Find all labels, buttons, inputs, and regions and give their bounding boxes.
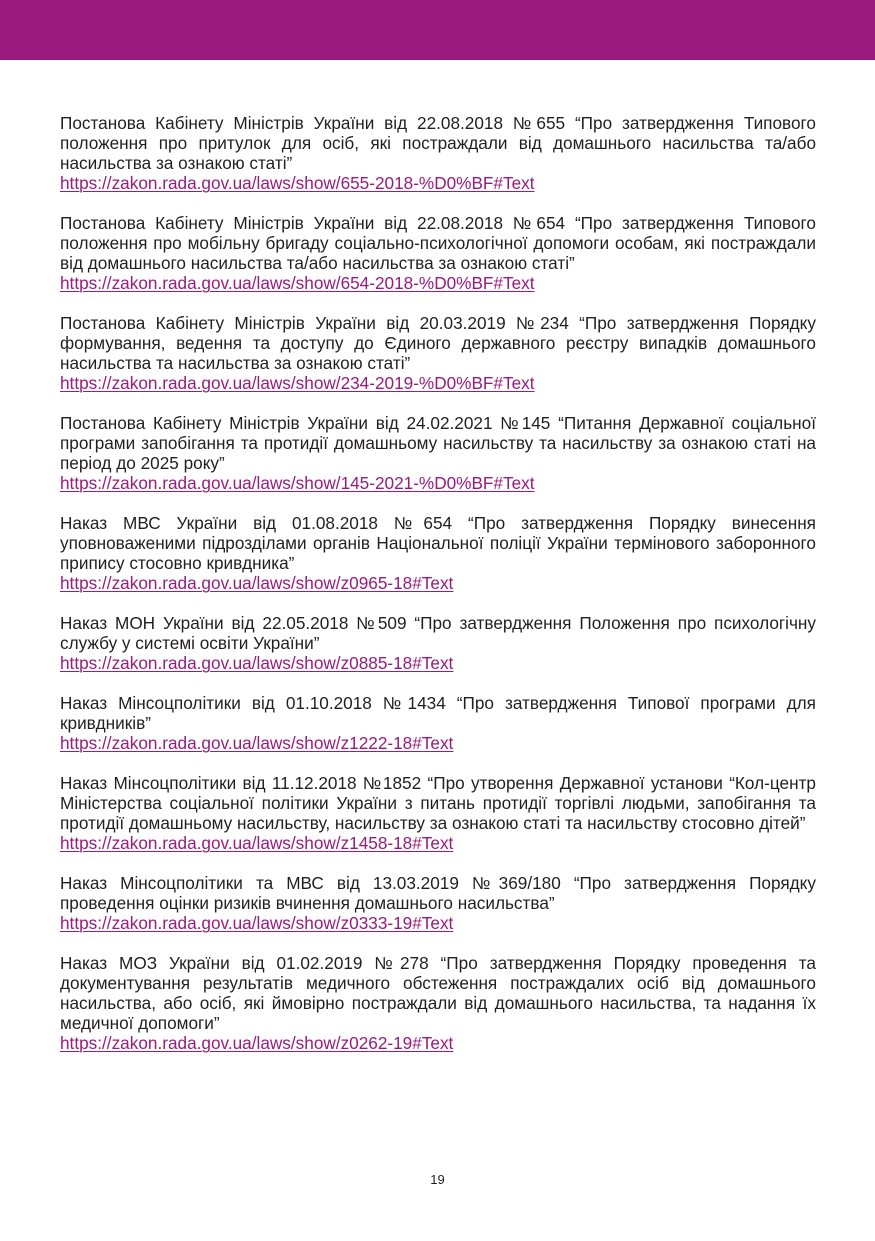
reference-text: Наказ МОН України від 22.05.2018 №509 “Про затвердження Положення про психологічну службу у системі освіти України”	[60, 613, 816, 653]
reference-text: Постанова Кабінету Міністрів України від 22.08.2018 №655 “Про затвердження Типового положення про притулок для осіб, які постраждали від домашнього насильства та/або насильства за ознакою статі”	[60, 113, 816, 173]
reference-text: Наказ Мінсоцполітики від 01.10.2018 №1434 “Про затвердження Типової програми для кривдників”	[60, 693, 816, 733]
list-item	[60, 513, 816, 593]
legal-references-list	[60, 113, 816, 1073]
list-item	[60, 313, 816, 393]
reference-link[interactable]: https://zakon.rada.gov.ua/laws/show/z1458-18#Text	[60, 833, 454, 853]
reference-link[interactable]: https://zakon.rada.gov.ua/laws/show/z0333-19#Text	[60, 913, 454, 933]
list-item	[60, 953, 816, 1053]
reference-text: Постанова Кабінету Міністрів України від 20.03.2019 №234 “Про затвердження Порядку формування, ведення та доступу до Єдиного державного реєстру випадків домашнього насильства та насильства за ознакою статі”	[60, 313, 816, 373]
page-number: 19	[430, 1172, 445, 1187]
reference-link[interactable]: https://zakon.rada.gov.ua/laws/show/145-2021-%D0%BF#Text	[60, 473, 535, 493]
list-item	[60, 873, 816, 933]
list-item	[60, 693, 816, 753]
reference-link[interactable]: https://zakon.rada.gov.ua/laws/show/655-2018-%D0%BF#Text	[60, 173, 535, 193]
list-item	[60, 413, 816, 493]
reference-text: Наказ Мінсоцполітики та МВС від 13.03.2019 №369/180 “Про затвердження Порядку проведення оцінки ризиків вчинення домашнього насильства”	[60, 873, 816, 913]
header-band	[0, 0, 875, 60]
reference-text: Постанова Кабінету Міністрів України від 24.02.2021 №145 “Питання Державної соціальної програми запобігання та протидії домашньому насильству та насильству за ознакою статі на період до 2025 року”	[60, 413, 816, 473]
reference-text: Постанова Кабінету Міністрів України від 22.08.2018 №654 “Про затвердження Типового положення про мобільну бригаду соціально-психологічної допомоги особам, які постраждали від домашнього насильства та/або насильства за ознакою статі”	[60, 213, 816, 273]
list-item	[60, 613, 816, 673]
reference-text: Наказ МОЗ України від 01.02.2019 №278 “Про затвердження Порядку проведення та документування результатів медичного обстеження постраждалих осіб від домашнього насильства, або осіб, які ймовірно постраждали від домашнього насильства, та надання їх медичної допомоги”	[60, 953, 816, 1033]
reference-text: Наказ Мінсоцполітики від 11.12.2018 №1852 “Про утворення Державної установи “Кол-центр Міністерства соціальної політики України з питань протидії торгівлі людьми, запобігання та протидії домашньому насильству, насильству за ознакою статі та насильству стосовно дітей”	[60, 773, 816, 833]
reference-link[interactable]: https://zakon.rada.gov.ua/laws/show/z1222-18#Text	[60, 733, 454, 753]
reference-link[interactable]: https://zakon.rada.gov.ua/laws/show/z0262-19#Text	[60, 1033, 454, 1053]
list-item	[60, 213, 816, 293]
reference-link[interactable]: https://zakon.rada.gov.ua/laws/show/234-2019-%D0%BF#Text	[60, 373, 535, 393]
list-item	[60, 113, 816, 193]
reference-text: Наказ МВС України від 01.08.2018 №654 “Про затвердження Порядку винесення уповноваженими підрозділами органів Національної поліції України термінового заборонного припису стосовно кривдника”	[60, 513, 816, 573]
list-item	[60, 773, 816, 853]
reference-link[interactable]: https://zakon.rada.gov.ua/laws/show/z0965-18#Text	[60, 573, 454, 593]
reference-link[interactable]: https://zakon.rada.gov.ua/laws/show/z0885-18#Text	[60, 653, 454, 673]
reference-link[interactable]: https://zakon.rada.gov.ua/laws/show/654-2018-%D0%BF#Text	[60, 273, 535, 293]
